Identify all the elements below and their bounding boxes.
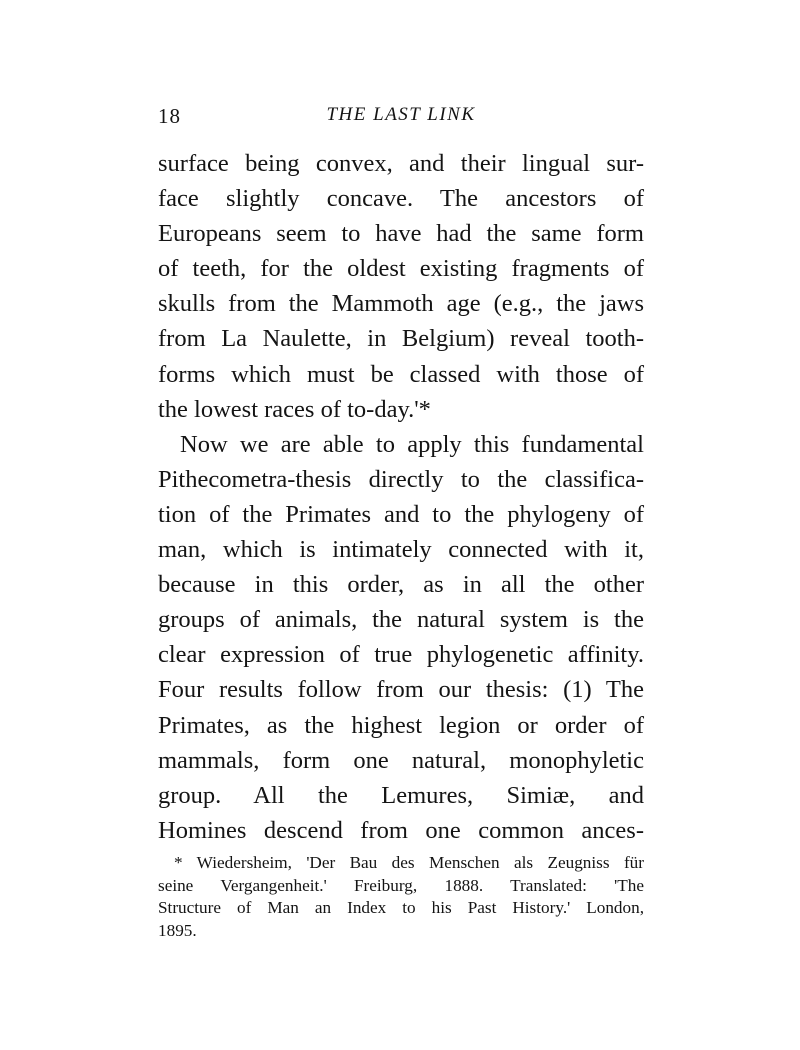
footnote-line: 1895.	[158, 920, 197, 940]
paragraph-start-line: Now we are able to apply this fundamental	[180, 430, 644, 458]
text-line: Primates, as the highest legion or order of	[158, 711, 644, 739]
text-line: groups of animals, the natural system is the	[158, 606, 644, 634]
text-line: mammals, form one natural, monophyletic	[158, 746, 644, 774]
text-line: forms which must be classed with those of	[158, 360, 644, 388]
body-text	[158, 146, 644, 848]
text-line: Homines descend from one common ances-	[158, 816, 644, 844]
text-line: Pithecometra-thesis directly to the classifica-	[158, 465, 644, 493]
text-line: Europeans seem to have had the same form	[158, 220, 644, 248]
text-line: surface being convex, and their lingual sur-	[158, 150, 644, 177]
text-line: Four results follow from our thesis: (1) The	[158, 676, 644, 704]
footnote	[158, 852, 644, 942]
text-line: from La Naulette, in Belgium) reveal tooth-	[158, 325, 644, 353]
footnote-line: seine Vergangenheit.' Freiburg, 1888. Translated: 'The	[158, 875, 644, 895]
text-line: skulls from the Mammoth age (e.g., the jaws	[158, 290, 644, 318]
text-line: clear expression of true phylogenetic affinity.	[158, 641, 644, 669]
text-line: face slightly concave. The ancestors of	[158, 185, 644, 213]
footnote-line: * Wiedersheim, 'Der Bau des Menschen als Zeugniss für	[174, 853, 644, 872]
text-line: tion of the Primates and to the phylogeny of	[158, 500, 644, 528]
running-head: THE LAST LINK	[326, 104, 476, 125]
text-line: group. All the Lemures, Simiæ, and	[158, 781, 644, 809]
text-line: of teeth, for the oldest existing fragments of	[158, 255, 644, 283]
text-line: man, which is intimately connected with it,	[158, 536, 644, 564]
page-header	[158, 104, 644, 134]
footnote-line: Structure of Man an Index to his Past History.' London,	[158, 898, 644, 917]
paragraph-end-line: the lowest races of to-day.'*	[158, 395, 431, 423]
page-number: 18	[158, 104, 181, 128]
text-line: because in this order, as in all the other	[158, 571, 644, 599]
